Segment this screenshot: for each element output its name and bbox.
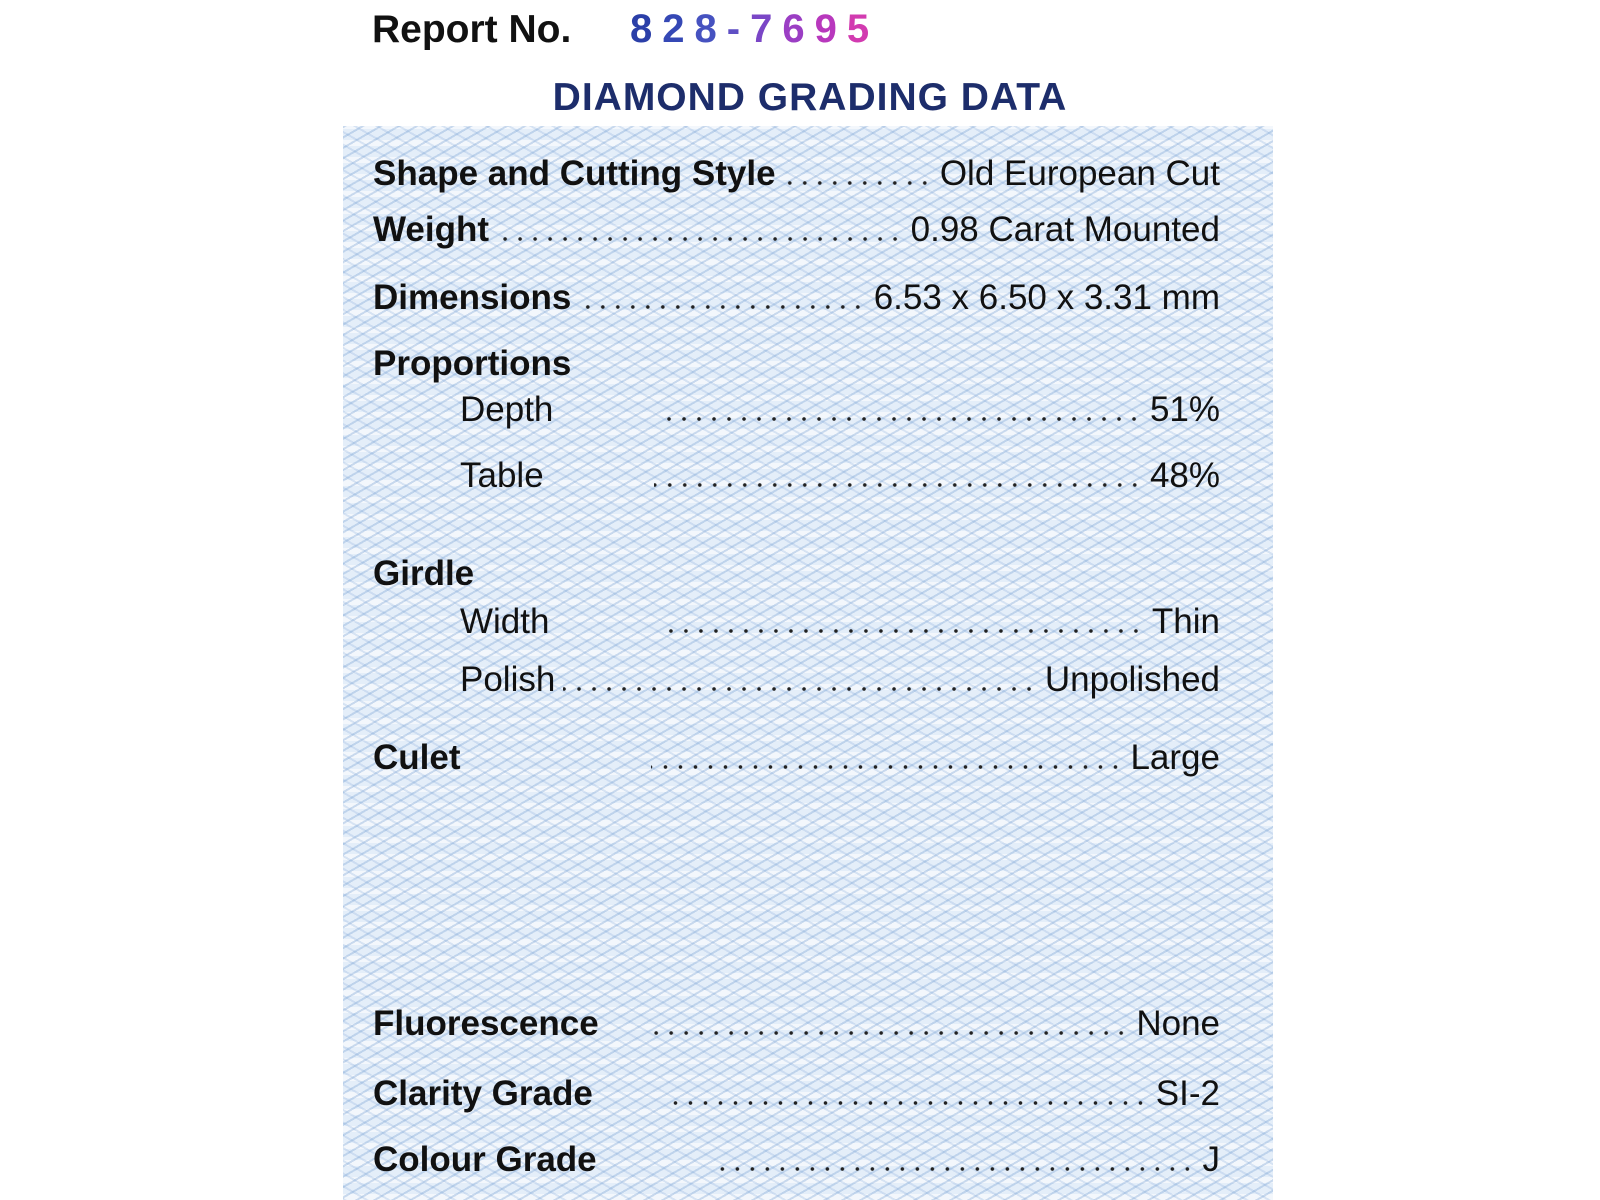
fluorescence-row xyxy=(373,1000,1220,1044)
report-number xyxy=(630,7,879,52)
clarity-value: SI-2 xyxy=(1155,1074,1220,1113)
girdle-heading: Girdle xyxy=(373,554,475,593)
clarity-row xyxy=(373,1070,1220,1114)
depth-value: 51% xyxy=(1149,390,1220,429)
table-row xyxy=(460,452,1220,496)
table-value: 48% xyxy=(1149,456,1220,495)
fluorescence-label: Fluorescence xyxy=(373,1004,599,1043)
fluorescence-value: None xyxy=(1136,1004,1220,1043)
report-number-char: 9 xyxy=(814,7,847,51)
shape-value: Old European Cut xyxy=(939,154,1220,193)
dimensions-value: 6.53 x 6.50 x 3.31 mm xyxy=(873,278,1220,317)
report-number-char: 8 xyxy=(630,7,663,51)
dot-leader xyxy=(659,628,1143,634)
shape-row xyxy=(373,150,1220,194)
table-label: Table xyxy=(460,456,544,495)
dimensions-row xyxy=(373,274,1220,318)
report-number-char: 2 xyxy=(662,7,695,51)
polish-value: Unpolished xyxy=(1044,660,1220,699)
shape-label: Shape and Cutting Style xyxy=(373,154,776,193)
report-number-char: 8 xyxy=(694,7,727,51)
width-value: Thin xyxy=(1151,602,1220,641)
weight-label: Weight xyxy=(373,210,490,249)
dot-leader xyxy=(649,1030,1129,1036)
dot-leader xyxy=(651,764,1123,770)
report-number-char: 7 xyxy=(750,7,783,51)
width-row xyxy=(460,598,1220,642)
culet-row xyxy=(373,734,1220,778)
width-label: Width xyxy=(460,602,550,641)
document-title: DIAMOND GRADING DATA xyxy=(552,76,1068,119)
depth-label: Depth xyxy=(460,390,554,429)
weight-row xyxy=(373,206,1220,250)
dot-leader xyxy=(497,236,903,242)
report-number-char: 5 xyxy=(846,7,880,51)
dot-leader xyxy=(717,1166,1195,1172)
dot-leader xyxy=(654,482,1142,488)
proportions-heading: Proportions xyxy=(373,344,572,383)
colour-row xyxy=(373,1136,1220,1180)
report-number-char: 6 xyxy=(782,7,815,51)
dot-leader xyxy=(663,416,1142,422)
polish-row xyxy=(460,656,1220,700)
dot-leader xyxy=(663,1100,1148,1106)
depth-row xyxy=(460,386,1220,430)
report-label: Report No. xyxy=(372,8,572,51)
polish-label: Polish xyxy=(460,660,556,699)
dimensions-label: Dimensions xyxy=(373,278,572,317)
clarity-label: Clarity Grade xyxy=(373,1074,593,1113)
weight-value: 0.98 Carat Mounted xyxy=(910,210,1220,249)
dot-leader xyxy=(579,304,865,310)
culet-value: Large xyxy=(1130,738,1220,777)
colour-value: J xyxy=(1202,1140,1220,1179)
dot-leader xyxy=(563,686,1037,692)
report-number-char: - xyxy=(726,7,751,51)
colour-label: Colour Grade xyxy=(373,1140,597,1179)
culet-label: Culet xyxy=(373,738,461,777)
dot-leader xyxy=(784,180,932,186)
